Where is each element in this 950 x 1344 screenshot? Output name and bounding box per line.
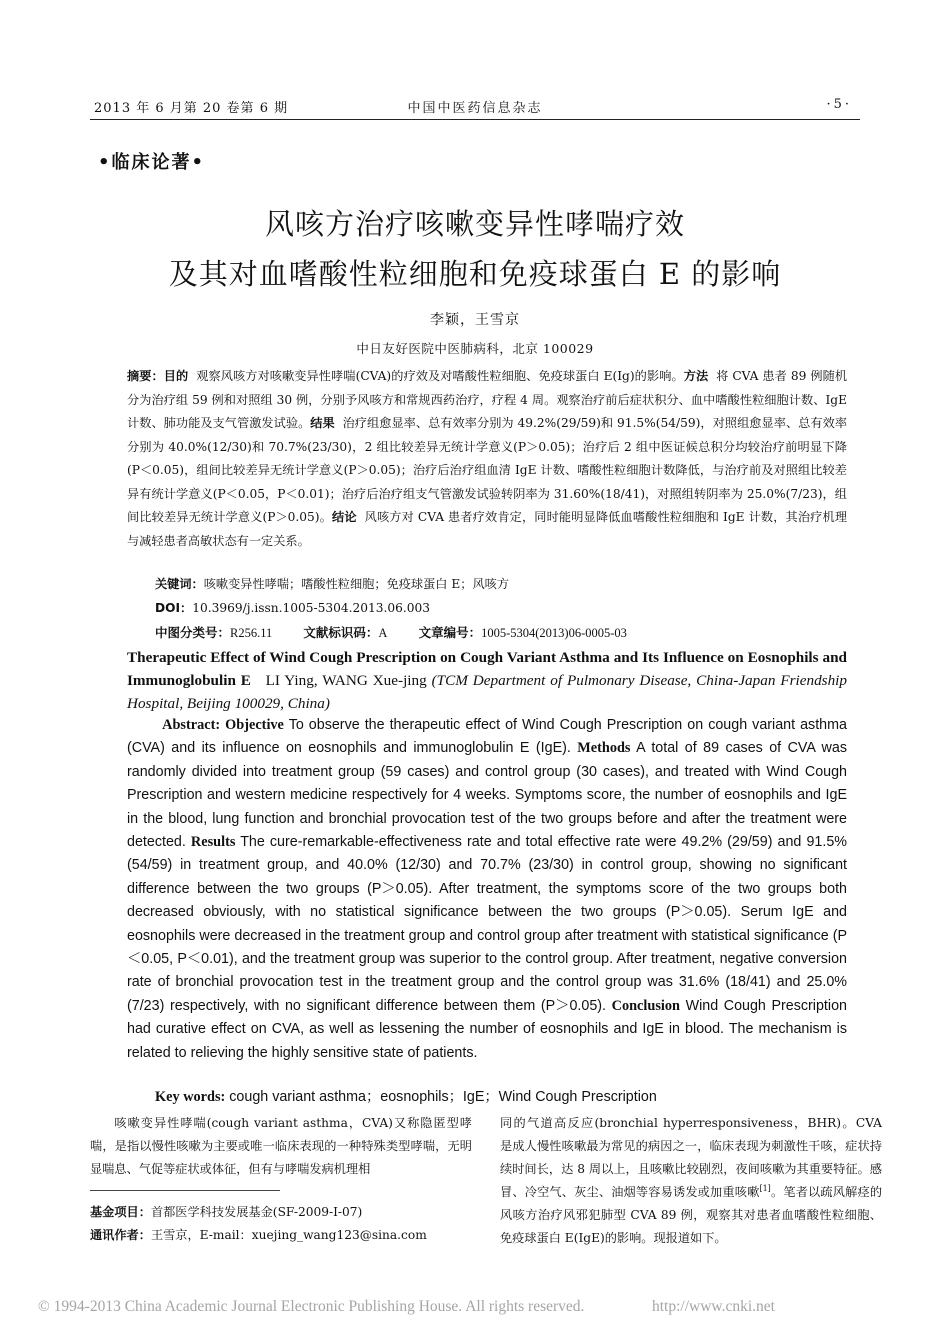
title-line-2: 及其对血嗜酸性粒细胞和免疫球蛋白 E 的影响 xyxy=(168,257,782,291)
doc-code-label: 文献标识码： xyxy=(303,625,379,640)
body-right-text: 同的气道高反应(bronchial hyperresponsiveness，BHR)。CVA 是成人慢性咳嗽最为常见的病因之一，临床表现为刺激性干咳，症状持续时间长，达 8 周以上，且咳嗽比较剧烈，夜间咳嗽为其重要特征。感冒、冷空气、灰尘、油烟等容易诱发或加重咳嗽 xyxy=(500,1116,882,1199)
corresponding-author xyxy=(90,1226,427,1243)
issue-info: 2013 年 6 月第 20 卷第 6 期 xyxy=(94,101,289,116)
english-title: Therapeutic Effect of Wind Cough Prescription on Cough Variant Asthma and Its Influence on Eosnophils and Immunoglobulin E xyxy=(127,649,847,689)
en-objective-label: Objective xyxy=(225,717,284,733)
doc-code-value: A xyxy=(378,626,388,640)
doi-text: 10.3969/j.issn.1005-5304.2013.06.003 xyxy=(192,601,431,615)
en-keywords-text: cough variant asthma；eosnophils；IgE；Wind Cough Prescription xyxy=(229,1089,657,1105)
en-objective-text: To observe the therapeutic effect of Wind Cough Prescription on cough variant asthma (CVA) and its influence on eosnophils and immunoglobulin E (IgE). xyxy=(127,717,847,757)
corr-label: 通讯作者： xyxy=(90,1228,151,1242)
header-divider xyxy=(90,119,860,120)
classification-line xyxy=(155,623,855,641)
journal-name: 中国中医药信息杂志 xyxy=(407,101,543,116)
cnki-link[interactable]: http://www.cnki.net xyxy=(652,1298,775,1315)
article-number-label: 文章编号： xyxy=(418,625,482,640)
clc-value: R256.11 xyxy=(230,626,273,640)
copyright-notice xyxy=(38,1298,918,1316)
en-conclusion-label: Conclusion xyxy=(611,997,680,1014)
methods-text: 将 CVA 患者 89 例随机分为治疗组 59 例和对照组 30 例，分别予风咳方和常规西药治疗，疗程 4 周。观察治疗前后症状积分、血中嗜酸性粒细胞计数、IgE 计数、肺功能及支气管激发试验。 xyxy=(127,369,848,430)
abstract-label: 摘要： xyxy=(127,369,164,383)
body-right-column xyxy=(500,1112,882,1250)
doi-label: DOI： xyxy=(155,601,193,615)
keywords xyxy=(155,575,509,592)
english-keywords xyxy=(155,1086,855,1106)
copyright-text: © 1994-2013 China Academic Journal Electronic Publishing House. All rights reserved. xyxy=(38,1298,585,1315)
clc-label: 中图分类号： xyxy=(155,625,231,640)
body-right-tail: 。笔者以疏风解痉的风咳方治疗风邪犯肺型 CVA 89 例，观察其对患者血嗜酸性粒细胞、免疫球蛋白 E(IgE)的影响。现报道如下。 xyxy=(500,1185,883,1245)
objective-text: 观察风咳方对咳嗽变异性哮喘(CVA)的疗效及对嗜酸性粒细胞、免疫球蛋白 E(Ig)的影响。 xyxy=(196,369,684,383)
en-methods-label: Methods xyxy=(577,740,631,757)
en-conclusion-text: Wind Cough Prescription had curative effect on CVA, as well as lessening the number of eosnophils and IgE in blood. The mechanism is related to relieving the highly sensitive state of patients. xyxy=(127,997,847,1061)
english-affiliation: (TCM Department of Pulmonary Disease, China-Japan Friendship Hospital, Beijing 100029, China) xyxy=(127,672,847,712)
article-number-value: 1005-5304(2013)06-0005-03 xyxy=(481,626,627,640)
keywords-label: 关键词： xyxy=(155,577,204,591)
doi xyxy=(155,599,430,616)
authors: 李颖，王雪京 xyxy=(430,312,520,328)
keywords-text: 咳嗽变异性哮喘；嗜酸性粒细胞；免疫球蛋白 E；风咳方 xyxy=(203,577,510,591)
objective-label: 目的 xyxy=(163,369,189,383)
reference-marker[interactable]: [1] xyxy=(759,1183,771,1193)
results-label: 结果 xyxy=(310,416,335,430)
fund-text: 首都医学科技发展基金(SF-2009-I-07) xyxy=(150,1205,363,1219)
methods-label: 方法 xyxy=(683,369,709,383)
affiliation: 中日友好医院中医肺病科，北京 100029 xyxy=(356,341,594,356)
en-results-label: Results xyxy=(190,834,236,851)
conclusion-label: 结论 xyxy=(332,510,357,524)
section-label: •临床论著• xyxy=(98,152,206,173)
corr-text: 王雪京，E-mail：xuejing_wang123@sina.com xyxy=(150,1228,427,1242)
en-results-text: The cure-remarkable-effectiveness rate and total effective rate were 49.2% (29/59) and 91.5% (54/59) in treatment group, and 40.0% (12/30) and 70.7% (23/30) in control group, showing no significant difference between the two groups (P＞0.05). After treatment, the symptoms score of the two groups both decreased obviously, with no statistical significance between the two groups (P＞0.05). Serum IgE and eosnophils were decreased in the treatment group and control group after treatment with statistical significance (P＜0.05, P＜0.01), and the treatment group was superior to the control group. After treatment, negative conversion rate of bronchial provocation test in the treatment group and the control group was 31.6% (18/41) and 25.0% (7/23) respectively, with no significant difference between them (P＞0.05). xyxy=(127,834,847,1014)
english-title-block xyxy=(127,646,847,715)
english-authors: LI Ying, WANG Xue-jing xyxy=(265,672,427,689)
footnote-divider xyxy=(90,1190,280,1191)
body-left-column: 咳嗽变异性哮喘(cough variant asthma，CVA)又称隐匿型哮喘，是指以慢性咳嗽为主要或唯一临床表现的一种特殊类型哮喘，无明显喘息、气促等症状或体征，但有与哮喘发病机理相 xyxy=(90,1116,472,1176)
en-keywords-label: Key words: xyxy=(155,1089,226,1105)
fund-footnote xyxy=(90,1203,362,1220)
fund-label: 基金项目： xyxy=(90,1205,151,1219)
title-line-1: 风咳方治疗咳嗽变异性哮喘疗效 xyxy=(264,207,685,241)
results-text: 治疗组愈显率、总有效率分别为 49.2%(29/59)和 91.5%(54/59)，对照组愈显率、总有效率分别为 40.0%(12/30)和 70.7%(23/30)，2 组比较差异无统计学意义(P＞0.05)；治疗后 2 组中医证候总积分均较治疗前明显下降(P＜0.05)，组间比较差异无统计学意义(P＞0.05)；治疗后治疗组血清 IgE 计数、嗜酸性粒细胞计数降低，与治疗前及对照组比较差异有统计学意义(P＜0.05，P＜0.01)；治疗后治疗组支气管激发试验转阴率为 31.60%(18/41)，对照组转阴率为 25.0%(7/23)，组间比较差异无统计学意义(P＞0.05)。 xyxy=(127,416,848,524)
conclusion-text: 风咳方对 CVA 患者疗效肯定，同时能明显降低血嗜酸性粒细胞和 IgE 计数，其治疗机理与减轻患者高敏状态有一定关系。 xyxy=(127,510,847,548)
page-number: ·5· xyxy=(826,97,852,112)
running-header xyxy=(90,95,860,117)
en-abstract-label: Abstract: xyxy=(162,717,221,733)
english-abstract xyxy=(127,714,847,1065)
chinese-abstract xyxy=(127,365,847,553)
en-methods-text: A total of 89 cases of CVA was randomly divided into treatment group (59 cases) and control group (30 cases), and treated with Wind Cough Prescription and western medicine respectively for 4 weeks. Symptoms score, the number of eosnophils and IgE in the blood, lung function and bronchial provocation test of the two groups before and after the treatment were detected. xyxy=(127,740,847,851)
